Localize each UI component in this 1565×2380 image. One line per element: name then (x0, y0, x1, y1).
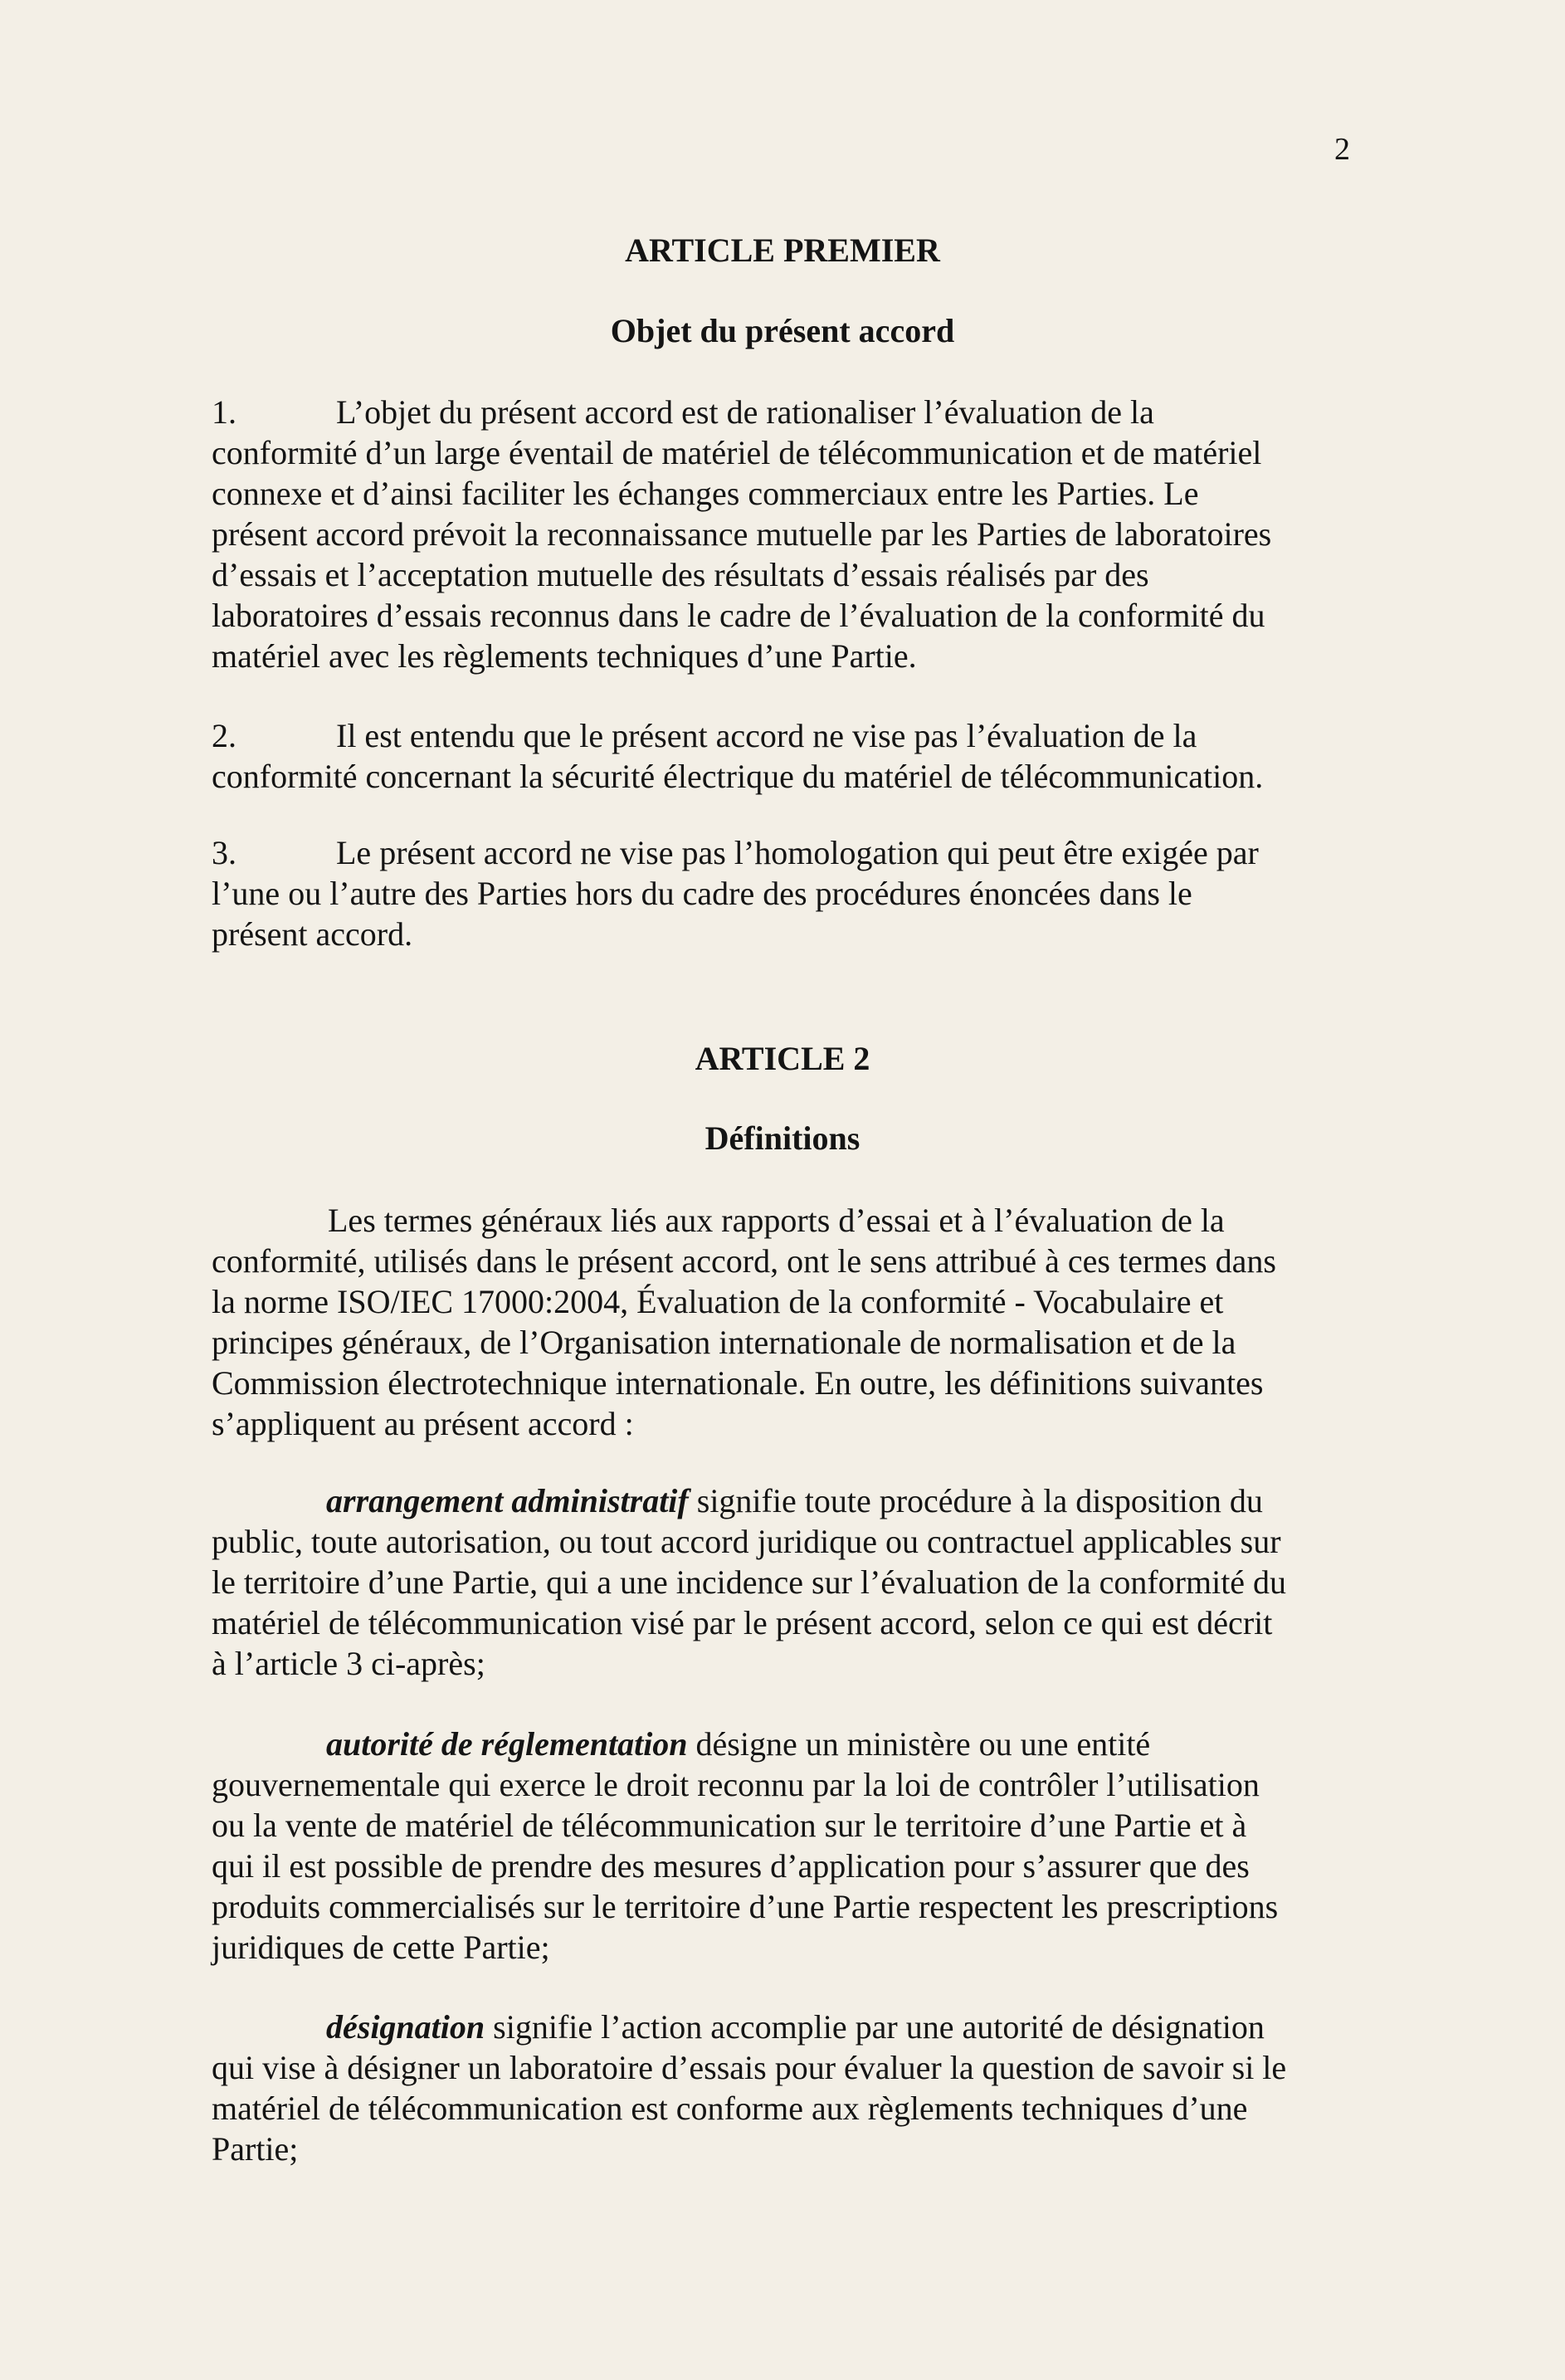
paragraph-line: Il est entendu que le présent accord ne vise pas l’évaluation de la (336, 717, 1197, 754)
definition-line: à l’article 3 ci-après; (212, 1645, 485, 1682)
paragraph-number: 1. (212, 393, 236, 431)
article-1-paragraph-3 (212, 832, 1344, 954)
definition-line: qui vise à désigner un laboratoire d’essais pour évaluer la question de savoir si le (212, 2049, 1287, 2086)
article-2-subtitle: Définitions (704, 1119, 861, 1157)
definition-line: Partie; (212, 2130, 299, 2168)
definition-arrangement-administratif (212, 1480, 1344, 1684)
definition-text: signifie toute procédure à la disposition du (688, 1482, 1263, 1519)
paragraph-line: l’une ou l’autre des Parties hors du cadre des procédures énoncées dans le (212, 875, 1192, 912)
paragraph-number: 2. (212, 717, 236, 754)
paragraph-line: conformité, utilisés dans le présent accord, ont le sens attribué à ces termes dans (212, 1242, 1276, 1280)
paragraph-line: L’objet du présent accord est de rationaliser l’évaluation de la (336, 393, 1154, 431)
article-2-intro (212, 1200, 1344, 1444)
definition-term: désignation (326, 2008, 485, 2046)
definition-line: qui il est possible de prendre des mesures d’application pour s’assurer que des (212, 1847, 1250, 1885)
paragraph-line: conformité concernant la sécurité électrique du matériel de télécommunication. (212, 758, 1264, 795)
article-1-title: ARTICLE PREMIER (625, 232, 940, 269)
definition-text: signifie l’action accomplie par une autorité de désignation (485, 2008, 1265, 2046)
paragraph-line: d’essais et l’acceptation mutuelle des résultats d’essais réalisés par des (212, 556, 1149, 593)
article-1-paragraph-1 (212, 392, 1344, 676)
paragraph-line: présent accord prévoit la reconnaissance mutuelle par les Parties de laboratoires (212, 515, 1272, 553)
paragraph-line: connexe et d’ainsi faciliter les échanges commerciaux entre les Parties. Le (212, 475, 1199, 512)
definition-line: ou la vente de matériel de télécommunication sur le territoire d’une Partie et à (212, 1807, 1247, 1844)
paragraph-line: s’appliquent au présent accord : (212, 1405, 634, 1442)
definition-term: autorité de réglementation (326, 1725, 688, 1763)
article-1-paragraph-2 (212, 715, 1344, 797)
definition-line: juridiques de cette Partie; (212, 1929, 550, 1966)
definition-line: matériel de télécommunication est conforme aux règlements techniques d’une (212, 2090, 1248, 2127)
definition-text: désigne un ministère ou une entité (687, 1725, 1151, 1763)
page-number: 2 (1334, 132, 1350, 167)
definition-line: gouvernementale qui exerce le droit reconnu par la loi de contrôler l’utilisation (212, 1766, 1260, 1803)
definition-autorite-de-reglementation (212, 1724, 1344, 1968)
paragraph-line: la norme ISO/IEC 17000:2004, Évaluation de la conformité - Vocabulaire et (212, 1283, 1224, 1320)
paragraph-line: Commission électrotechnique internationale. En outre, les définitions suivantes (212, 1364, 1264, 1402)
article-2-title: ARTICLE 2 (695, 1040, 870, 1077)
paragraph-line: Les termes généraux liés aux rapports d’essai et à l’évaluation de la (328, 1202, 1225, 1239)
definition-designation (212, 2007, 1344, 2169)
definition-line: le territoire d’une Partie, qui a une incidence sur l’évaluation de la conformité du (212, 1563, 1287, 1601)
paragraph-line: matériel avec les règlements techniques d’une Partie. (212, 637, 917, 675)
paragraph-number: 3. (212, 834, 236, 871)
definition-line: matériel de télécommunication visé par le présent accord, selon ce qui est décrit (212, 1604, 1273, 1641)
definition-line: produits commercialisés sur le territoire d’une Partie respectent les prescriptions (212, 1888, 1279, 1925)
definition-line: public, toute autorisation, ou tout accord juridique ou contractuel applicables sur (212, 1523, 1281, 1560)
paragraph-line: laboratoires d’essais reconnus dans le cadre de l’évaluation de la conformité du (212, 597, 1265, 634)
paragraph-line: principes généraux, de l’Organisation internationale de normalisation et de la (212, 1324, 1236, 1361)
article-1-subtitle: Objet du présent accord (610, 312, 955, 349)
definition-term: arrangement administratif (326, 1482, 689, 1519)
paragraph-line: conformité d’un large éventail de matériel de télécommunication et de matériel (212, 434, 1262, 471)
paragraph-line: Le présent accord ne vise pas l’homologation qui peut être exigée par (336, 834, 1259, 871)
paragraph-line: présent accord. (212, 915, 413, 953)
